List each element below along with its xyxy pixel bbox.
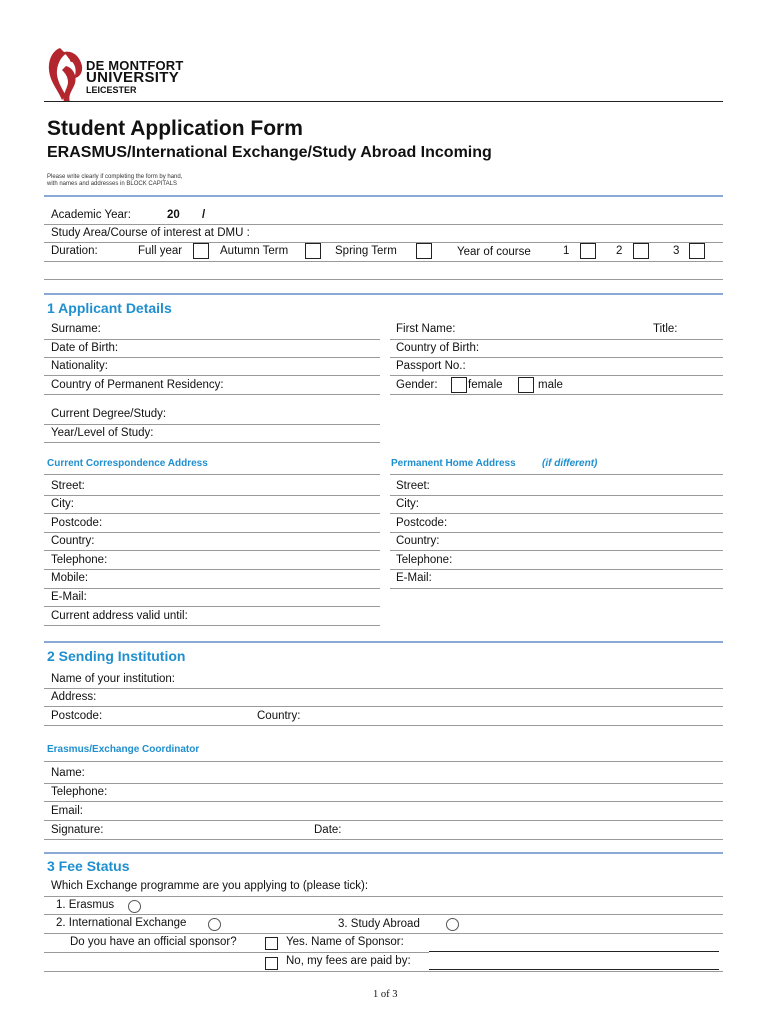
sponsor-no-checkbox[interactable] [265, 957, 278, 970]
field-line [44, 339, 380, 340]
field-line [44, 606, 380, 607]
field-line [390, 474, 723, 475]
surname-label: Surname: [51, 323, 101, 335]
field-line [44, 242, 723, 243]
study-abroad-radio[interactable] [446, 918, 459, 931]
year2-checkbox[interactable] [633, 243, 649, 259]
permanent-address-heading: Permanent Home Address [391, 458, 516, 469]
field-line [390, 394, 723, 395]
section-rule [44, 641, 723, 643]
perm-city-label: City: [396, 498, 419, 510]
telephone-label: Telephone: [51, 554, 108, 566]
institution-address-label: Address: [51, 691, 97, 703]
exchange-question: Which Exchange programme are you applying to (please tick): [51, 880, 369, 892]
year-of-course-label: Year of course [457, 246, 531, 258]
section-rule [44, 293, 723, 295]
field-line [44, 224, 723, 225]
field-line [44, 839, 723, 840]
year1-label: 1 [563, 245, 570, 257]
nationality-label: Nationality: [51, 360, 108, 372]
logo-wordmark [86, 60, 184, 96]
field-line [44, 394, 380, 395]
field-line [390, 375, 723, 376]
sponsor-yes-label: Yes. Name of Sponsor: [286, 936, 404, 948]
city-label: City: [51, 498, 74, 510]
field-line [44, 532, 380, 533]
field-line [390, 339, 723, 340]
year-level-label: Year/Level of Study: [51, 427, 154, 439]
field-line [390, 357, 723, 358]
academic-year-label: Academic Year: [51, 209, 131, 221]
autumn-term-label: Autumn Term [220, 245, 289, 257]
email-label: E-Mail: [51, 591, 87, 603]
field-line [44, 761, 723, 762]
logo-line1: DE MONTFORT [86, 58, 184, 73]
institution-country-label: Country: [257, 710, 301, 722]
field-line [44, 513, 380, 514]
field-line [44, 375, 380, 376]
field-line [390, 513, 723, 514]
instruction-line: with names and addresses in BLOCK CAPITALS [47, 181, 177, 187]
permanent-address-note: (if different) [542, 458, 598, 469]
instruction-line: Please write clearly if completing the form by hand, [47, 174, 183, 180]
sponsor-question: Do you have an official sponsor? [70, 936, 237, 948]
coordinator-email-label: Email: [51, 805, 83, 817]
header-rule [44, 101, 723, 102]
spring-term-checkbox[interactable] [416, 243, 432, 259]
erasmus-radio[interactable] [128, 900, 141, 913]
first-name-label: First Name: [396, 323, 456, 335]
field-line [44, 474, 380, 475]
section1-heading: 1 Applicant Details [47, 300, 172, 316]
logo-line2: UNIVERSITY [86, 69, 180, 86]
fees-paid-by-line[interactable] [429, 969, 719, 970]
residency-label: Country of Permanent Residency: [51, 379, 224, 391]
field-line [44, 588, 380, 589]
section-rule [44, 852, 723, 854]
coordinator-heading: Erasmus/Exchange Coordinator [47, 744, 200, 755]
date-label: Date: [314, 824, 342, 836]
sponsor-name-line[interactable] [429, 951, 719, 952]
international-exchange-label: 2. International Exchange [56, 917, 187, 929]
logo-line3: LEICESTER [86, 85, 137, 95]
field-line [44, 688, 723, 689]
perm-country-label: Country: [396, 535, 440, 547]
section2-heading: 2 Sending Institution [47, 648, 186, 664]
lion-crest-icon [49, 48, 82, 102]
field-line [44, 569, 380, 570]
male-label: male [538, 379, 563, 391]
correspondence-address-heading: Current Correspondence Address [47, 458, 208, 469]
full-year-label: Full year [138, 245, 183, 257]
male-checkbox[interactable] [518, 377, 534, 393]
field-line [44, 933, 723, 934]
field-line [44, 801, 723, 802]
page-number: 1 of 3 [373, 989, 398, 1000]
sponsor-yes-checkbox[interactable] [265, 937, 278, 950]
field-line [44, 442, 380, 443]
duration-label: Duration: [51, 245, 98, 257]
field-line [44, 424, 380, 425]
field-line [390, 569, 723, 570]
dob-label: Date of Birth: [51, 342, 119, 354]
mobile-label: Mobile: [51, 572, 89, 584]
study-area-label: Study Area/Course of interest at DMU : [51, 227, 250, 239]
field-line [44, 971, 723, 972]
perm-email-label: E-Mail: [396, 572, 432, 584]
field-line [44, 952, 429, 953]
street-label: Street: [51, 480, 85, 492]
field-line [44, 495, 380, 496]
instructions [47, 174, 182, 188]
field-line [44, 914, 723, 915]
international-exchange-radio[interactable] [208, 918, 221, 931]
institution-name-label: Name of your institution: [51, 673, 176, 685]
field-line [390, 532, 723, 533]
country-of-birth-label: Country of Birth: [396, 342, 480, 354]
erasmus-label: 1. Erasmus [56, 899, 115, 911]
autumn-term-checkbox[interactable] [305, 243, 321, 259]
study-abroad-label: 3. Study Abroad [338, 918, 420, 930]
postcode-label: Postcode: [51, 517, 103, 529]
coordinator-name-label: Name: [51, 767, 85, 779]
spring-term-label: Spring Term [335, 245, 397, 257]
field-line [44, 783, 723, 784]
perm-street-label: Street: [396, 480, 430, 492]
year1-checkbox[interactable] [580, 243, 596, 259]
year3-label: 3 [673, 245, 680, 257]
gender-label: Gender: [396, 379, 438, 391]
perm-telephone-label: Telephone: [396, 554, 453, 566]
degree-label: Current Degree/Study: [51, 408, 167, 420]
field-line [390, 550, 723, 551]
field-line [44, 357, 380, 358]
institution-postcode-label: Postcode: [51, 710, 103, 722]
female-label: female [468, 379, 503, 391]
section3-heading: 3 Fee Status [47, 858, 130, 874]
country-label: Country: [51, 535, 95, 547]
field-line [44, 706, 723, 707]
field-line [390, 495, 723, 496]
field-line [390, 588, 723, 589]
academic-year-value: 20 [167, 209, 180, 221]
year2-label: 2 [616, 245, 623, 257]
signature-label: Signature: [51, 824, 104, 836]
section-rule [44, 195, 723, 197]
title-label: Title: [653, 323, 678, 335]
female-checkbox[interactable] [451, 377, 467, 393]
sponsor-no-label: No, my fees are paid by: [286, 955, 411, 967]
page-title: Student Application Form [47, 117, 303, 140]
perm-postcode-label: Postcode: [396, 517, 448, 529]
coordinator-telephone-label: Telephone: [51, 786, 108, 798]
academic-year-sep: / [202, 209, 206, 221]
field-line [44, 279, 723, 280]
field-line [44, 820, 723, 821]
full-year-checkbox[interactable] [193, 243, 209, 259]
field-line [44, 625, 380, 626]
field-line [44, 896, 723, 897]
passport-label: Passport No.: [396, 360, 466, 372]
field-line [44, 550, 380, 551]
page-subtitle: ERASMUS/International Exchange/Study Abroad Incoming [47, 144, 492, 161]
valid-until-label: Current address valid until: [51, 610, 188, 622]
field-line [44, 261, 723, 262]
year3-checkbox[interactable] [689, 243, 705, 259]
field-line [44, 725, 723, 726]
